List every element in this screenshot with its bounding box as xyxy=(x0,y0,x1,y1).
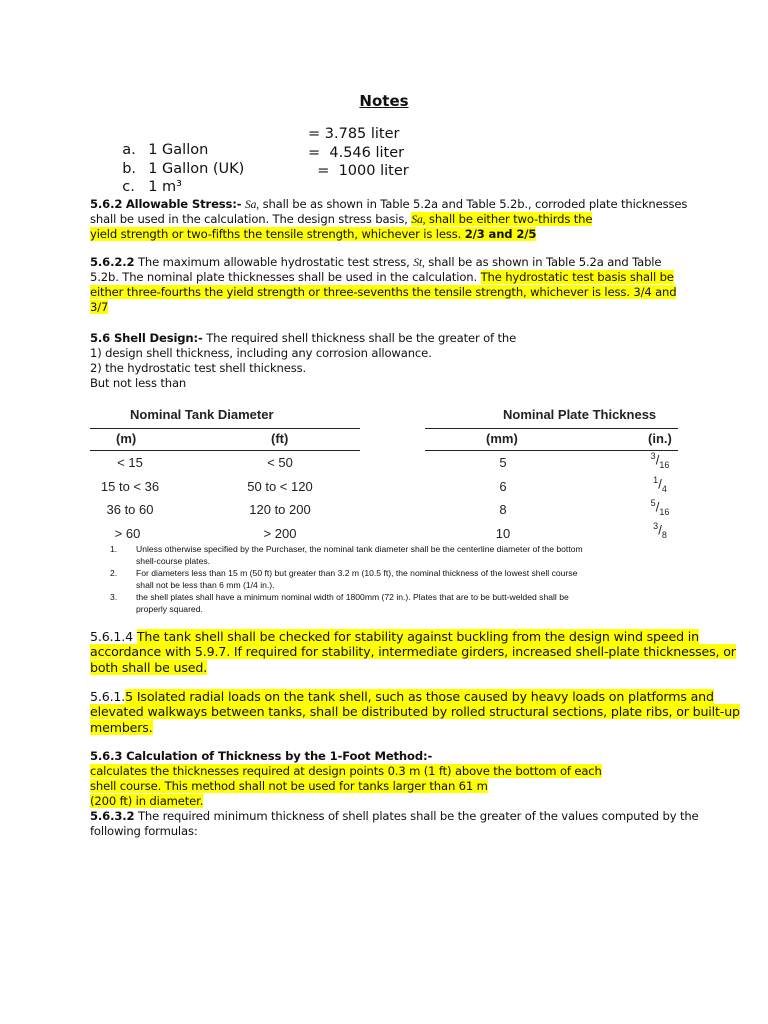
section-5-6: 5.6 Shell Design:- The required shell thickness shall be the greater of the 1) design shell thickness, including any corrosion allowance. 2) the hydrostatic test shell thickness. But not less than xyxy=(90,331,517,390)
table-rule xyxy=(90,428,360,429)
col-in: (in.) xyxy=(648,431,672,446)
section-5-6-2-2: 5.6.2.2 The maximum allowable hydrostatic test stress, St, shall be as shown in Table 5.2a and Table 5.2b. The nominal plate thicknesses shall be used in the calculation. The hydrostatic test basis shall be either three-fourths the yield strength or three-sevenths the tensile strength, whichever is less. 3/4 and 3/7 xyxy=(90,255,677,314)
cell-m: 15 to < 36 xyxy=(100,479,160,494)
cell-mm: 8 xyxy=(499,502,507,517)
cell-ft: 50 to < 120 xyxy=(247,479,313,494)
section-5-6-1-5: 5.6.1.5 Isolated radial loads on the tank shell, such as those caused by heavy loads on platforms and elevated walkways between tanks, shall be distributed by rolled structural sections, plate ribs, or built-up members. xyxy=(90,689,740,735)
cell-in: $^3/_{16}$ xyxy=(650,451,670,470)
cell-m: > 60 xyxy=(114,526,141,541)
cell-in: $^5/_{16}$ xyxy=(650,498,670,517)
col-ft: (ft) xyxy=(271,431,289,446)
footnote-2: 2. For diameters less than 15 m (50 ft) but greater than 3.2 m (10.5 ft), the nominal thickness of the lowest shell course shall not be less than 6 mm (1/4 in.). xyxy=(110,568,578,590)
cell-m: < 15 xyxy=(117,455,143,470)
header-plate-thickness: Nominal Plate Thickness xyxy=(503,407,657,422)
conversion-c: c. 1 m³ = 1000 liter xyxy=(122,163,409,195)
cell-ft: < 50 xyxy=(267,455,293,470)
footnote-3: 3. the shell plates shall have a minimum nominal width of 1800mm (72 in.). Plates that are to be butt-welded shall be properly squared. xyxy=(110,592,569,614)
cell-m: 36 to 60 xyxy=(106,502,154,517)
conversion-a: a. 1 Gallon = 3.785 liter xyxy=(122,126,400,158)
table-rule xyxy=(90,450,360,451)
cell-ft: 120 to 200 xyxy=(249,502,311,517)
cell-in: $^3/_8$ xyxy=(653,521,667,540)
table-rule xyxy=(425,428,678,429)
header-tank-diameter: Nominal Tank Diameter xyxy=(130,407,274,422)
section-5-6-3: 5.6.3 Calculation of Thickness by the 1-Foot Method:- calculates the thicknesses required at design points 0.3 m (1 ft) above the bottom of each shell course. This method shall not be used for tanks larger than 61 m (200 ft) in diameter. 5.6.3.2 The required minimum thickness of shell plates shall be the greater of the values computed by the following formulas: xyxy=(90,749,699,838)
notes-title: Notes xyxy=(359,92,409,110)
footnote-1: 1. Unless otherwise specified by the Purchaser, the nominal tank diameter shall be the centerline diameter of the bottom shell-course plates. xyxy=(110,544,583,566)
conversion-b: b. 1 Gallon (UK) = 4.546 liter xyxy=(122,145,405,177)
cell-ft: > 200 xyxy=(263,526,297,541)
col-mm: (mm) xyxy=(486,431,518,446)
section-5-6-1-4: 5.6.1.4 The tank shell shall be checked for stability against buckling from the design wind speed in accordance with 5.9.7. If required for stability, intermediate girders, increased shell-plate thicknesses, or both shall be used. xyxy=(90,629,736,675)
cell-mm: 10 xyxy=(495,526,511,541)
section-5-6-2: 5.6.2 Allowable Stress:- Sa, shall be as shown in Table 5.2a and Table 5.2b., corroded plate thicknesses shall be used in the calculation. The design stress basis, Sa, shall be either two-thirds the yield strength or two-fifths the tensile strength, whichever is less. 2/3 and 2/5 xyxy=(90,197,688,241)
cell-in: $^1/_4$ xyxy=(653,475,667,494)
col-m: (m) xyxy=(116,431,137,446)
cell-mm: 6 xyxy=(499,479,507,494)
cell-mm: 5 xyxy=(499,455,507,470)
